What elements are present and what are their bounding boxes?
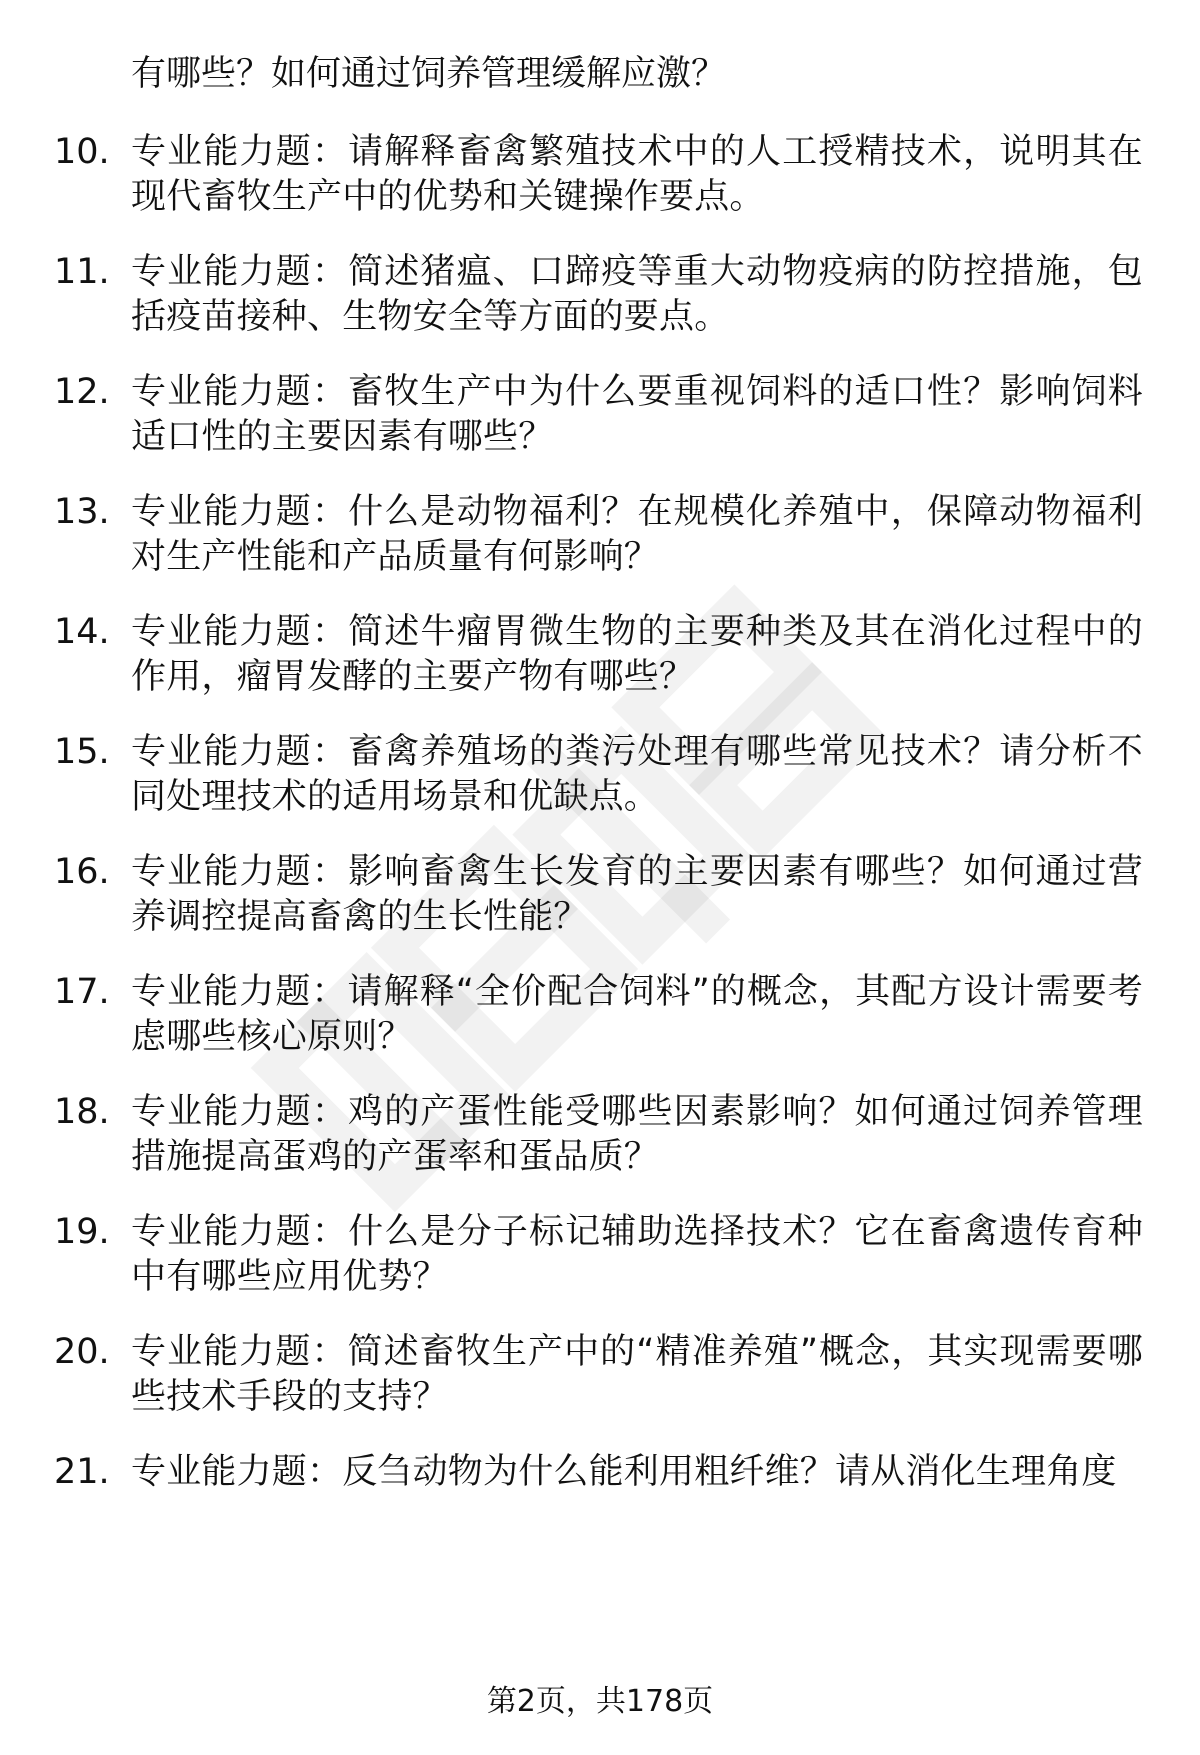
question-number: 11.	[54, 252, 110, 292]
question-number: 18.	[54, 1092, 110, 1132]
question-text: 专业能力题：请解释畜禽繁殖技术中的人工授精技术，说明其在现代畜牧生产中的优势和关键操作要点。	[131, 132, 1143, 217]
question-text: 专业能力题：简述牛瘤胃微生物的主要种类及其在消化过程中的作用，瘤胃发酵的主要产物有哪些？	[131, 612, 1143, 697]
question-number: 17.	[54, 972, 110, 1012]
question-number: 14.	[54, 612, 110, 652]
question-number: 21.	[54, 1452, 110, 1492]
question-number: 15.	[54, 732, 110, 772]
question-text: 专业能力题：畜牧生产中为什么要重视饲料的适口性？影响饲料适口性的主要因素有哪些？	[131, 372, 1143, 457]
question-number: 19.	[54, 1212, 110, 1252]
question-number: 12.	[54, 372, 110, 412]
question-text: 专业能力题：反刍动物为什么能利用粗纤维？请从消化生理角度	[131, 1452, 1117, 1492]
question-text: 专业能力题：什么是分子标记辅助选择技术？它在畜禽遗传育种中有哪些应用优势？	[131, 1212, 1143, 1297]
continued-question-text: 有哪些？如何通过饲养管理缓解应激？	[131, 54, 727, 94]
question-text: 专业能力题：简述畜牧生产中的“精准养殖”概念，其实现需要哪些技术手段的支持？	[131, 1332, 1143, 1417]
question-text: 专业能力题：影响畜禽生长发育的主要因素有哪些？如何通过营养调控提高畜禽的生长性能？	[131, 852, 1143, 937]
question-number: 13.	[54, 492, 110, 532]
question-text: 专业能力题：畜禽养殖场的粪污处理有哪些常见技术？请分析不同处理技术的适用场景和优缺点。	[131, 732, 1143, 817]
question-text: 专业能力题：简述猪瘟、口蹄疫等重大动物疫病的防控措施，包括疫苗接种、生物安全等方面的要点。	[131, 252, 1143, 337]
question-number: 20.	[54, 1332, 110, 1372]
question-text: 专业能力题：鸡的产蛋性能受哪些因素影响？如何通过饲养管理措施提高蛋鸡的产蛋率和蛋品质？	[131, 1092, 1143, 1177]
page-number-footer: 第2页，共178页	[486, 1684, 714, 1719]
question-text: 专业能力题：什么是动物福利？在规模化养殖中，保障动物福利对生产性能和产品质量有何影响？	[131, 492, 1143, 577]
question-number: 16.	[54, 852, 110, 892]
question-number: 10.	[54, 132, 110, 172]
question-text: 专业能力题：请解释“全价配合饲料”的概念，其配方设计需要考虑哪些核心原则？	[131, 972, 1143, 1057]
